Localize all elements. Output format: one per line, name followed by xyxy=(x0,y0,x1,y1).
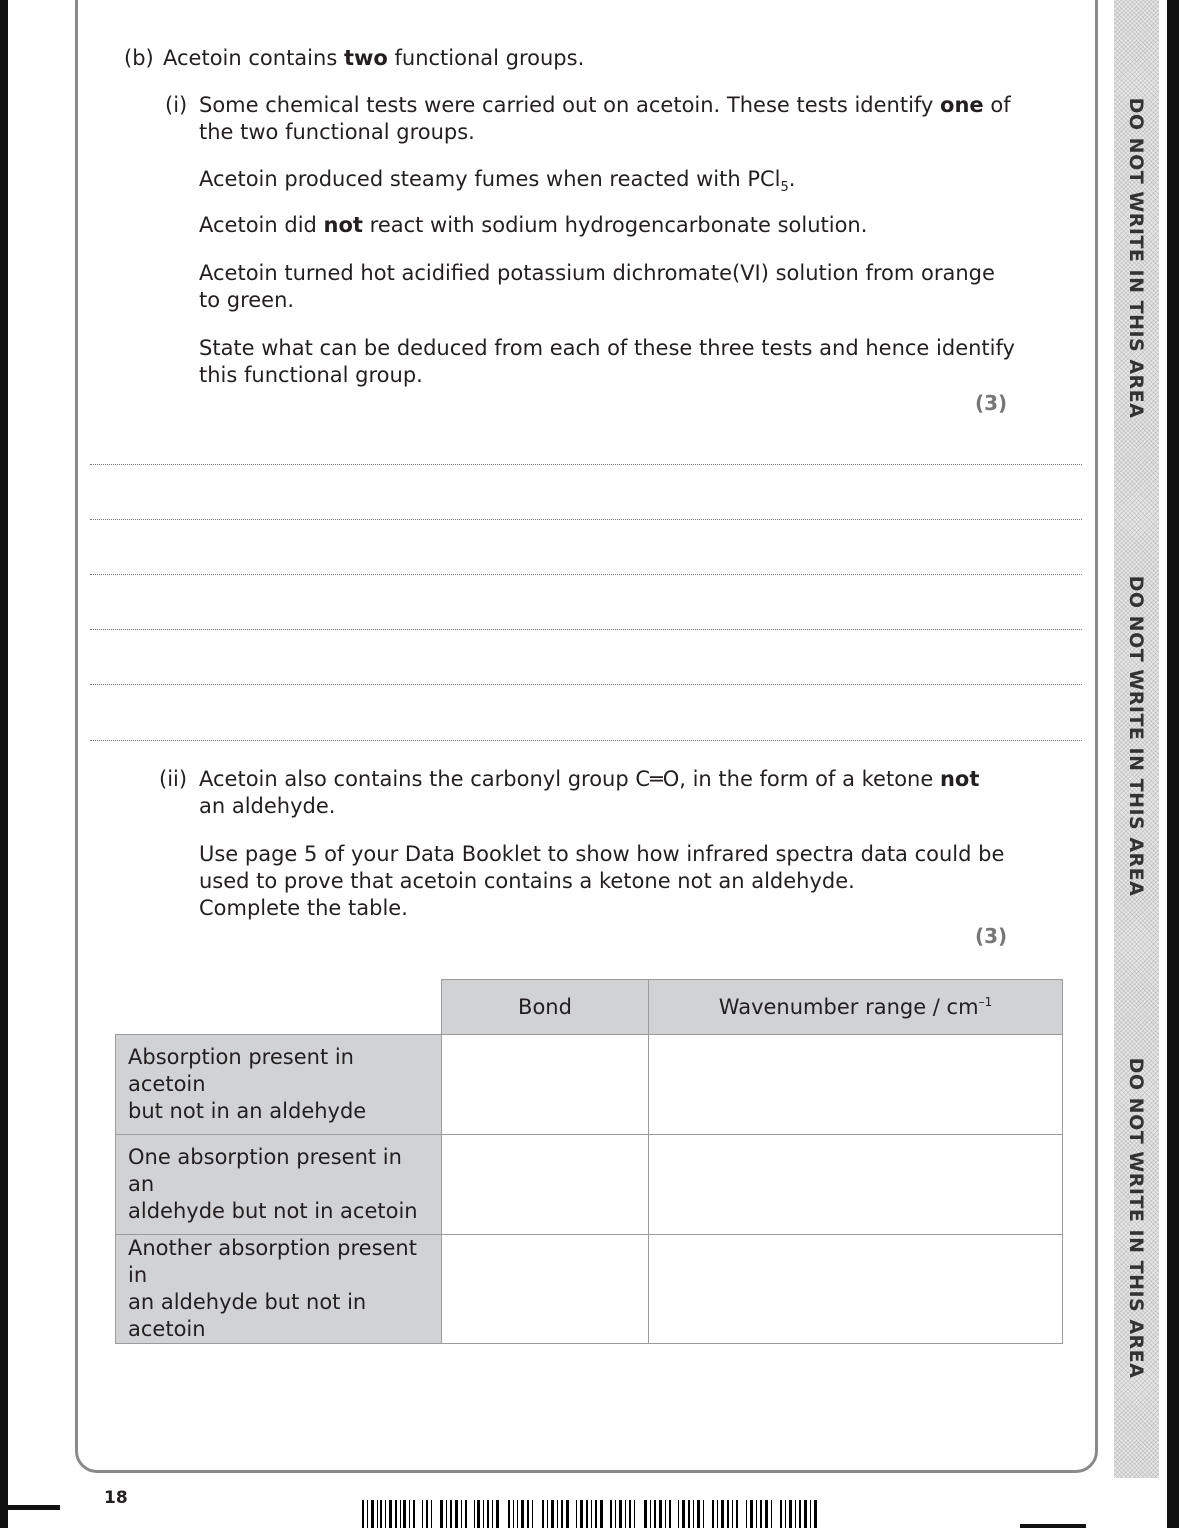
part-ii-label: (ii) xyxy=(159,767,188,791)
test-3-line1: Acetoin turned hot acidified potassium dichromate(VI) solution from orange xyxy=(199,261,995,285)
answer-line[interactable] xyxy=(90,464,1082,465)
barcode-icon xyxy=(362,1500,818,1528)
cell-bond-row1[interactable] xyxy=(442,1035,649,1135)
ir-table xyxy=(115,979,1063,1344)
part-i-intro-line2: the two functional groups. xyxy=(199,120,475,144)
part-ii-intro-line2: an aldehyde. xyxy=(199,794,336,818)
left-edge-bar xyxy=(0,0,8,1528)
part-ii-instruction-line3: Complete the table. xyxy=(199,896,408,920)
cell-range-row3[interactable] xyxy=(649,1235,1063,1344)
part-i-intro-line1: Some chemical tests were carried out on acetoin. These tests identify one of xyxy=(199,93,1011,117)
marks-part-ii: (3) xyxy=(975,924,1008,948)
margin-warning-bottom: DO NOT WRITE IN THIS AREA xyxy=(1125,1057,1147,1379)
answer-line[interactable] xyxy=(90,740,1082,741)
margin-warning-top: DO NOT WRITE IN THIS AREA xyxy=(1125,97,1147,419)
cell-bond-row3[interactable] xyxy=(442,1235,649,1344)
part-ii-intro-line1: Acetoin also contains the carbonyl group C═O, in the form of a ketone not xyxy=(199,767,980,791)
part-i-label: (i) xyxy=(165,93,188,117)
part-b-label: (b) xyxy=(124,46,154,70)
test-1: Acetoin produced steamy fumes when reacted with PCl$_5$. xyxy=(199,167,796,196)
page-number: 18 xyxy=(104,1488,128,1508)
cell-bond-row2[interactable] xyxy=(442,1135,649,1235)
footer-rule xyxy=(0,1505,60,1510)
row-label-acetoin-only: Absorption present in acetoin but not in an aldehyde xyxy=(116,1035,442,1135)
cell-range-row1[interactable] xyxy=(649,1035,1063,1135)
answer-line[interactable] xyxy=(90,684,1082,685)
test-3-line2: to green. xyxy=(199,288,295,312)
margin-warning-middle: DO NOT WRITE IN THIS AREA xyxy=(1125,575,1147,897)
answer-line[interactable] xyxy=(90,574,1082,575)
right-edge-bar xyxy=(1167,0,1179,1528)
question-i-line2: this functional group. xyxy=(199,363,423,387)
footer-rule-right xyxy=(1020,1524,1086,1528)
cell-range-row2[interactable] xyxy=(649,1135,1063,1235)
header-wavenumber: Wavenumber range / $cm^{-1}$ xyxy=(649,980,1063,1035)
answer-line[interactable] xyxy=(90,519,1082,520)
part-b-intro: Acetoin contains two functional groups. xyxy=(163,46,585,70)
marks-part-i: (3) xyxy=(975,391,1008,415)
question-i-line1: State what can be deduced from each of these three tests and hence identify xyxy=(199,336,1015,360)
row-label-aldehyde-1: One absorption present in an aldehyde but not in acetoin xyxy=(116,1135,442,1235)
row-label-aldehyde-2: Another absorption present in an aldehyde but not in acetoin xyxy=(116,1235,442,1344)
test-2: Acetoin did not react with sodium hydrogencarbonate solution. xyxy=(199,213,868,237)
answer-line[interactable] xyxy=(90,629,1082,630)
part-ii-instruction-line2: used to prove that acetoin contains a ketone not an aldehyde. xyxy=(199,869,855,893)
table-corner xyxy=(116,980,442,1035)
header-bond: Bond xyxy=(442,980,649,1035)
part-ii-instruction-line1: Use page 5 of your Data Booklet to show how infrared spectra data could be xyxy=(199,842,1005,866)
